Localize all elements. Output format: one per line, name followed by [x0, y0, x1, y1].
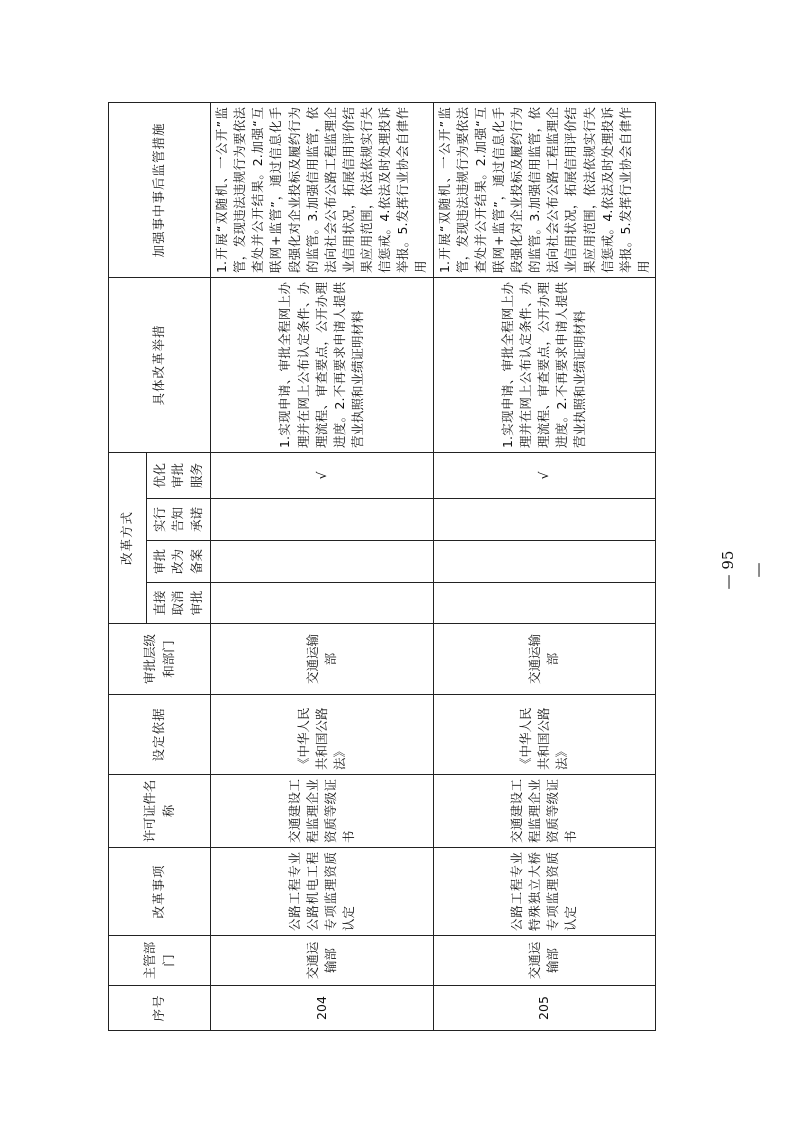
cell-mode-commit — [433, 499, 656, 541]
header-mode-commit: 实行告知承诺 — [147, 499, 211, 541]
header-item: 改革事项 — [109, 848, 211, 936]
cell-mode-filing — [433, 541, 656, 583]
cell-dept: 交通运输部 — [211, 936, 434, 986]
checkmark-icon: √ — [211, 452, 434, 498]
checkmark-icon: √ — [433, 452, 656, 498]
header-mode-optimize: 优化审批服务 — [147, 452, 211, 498]
table-row — [211, 102, 434, 1030]
cell-basis: 《中华人民共和国公路法》 — [433, 695, 656, 775]
cell-item: 公路工程专业公路机电工程专项监理资质认定 — [211, 848, 434, 936]
cell-measures: 1.实现申请、审批全程网上办理并在网上公布认定条件、办理流程、审查要点，公开办理进度。2.不再要求申请人提供营业执照和业绩证明材料 — [433, 277, 656, 452]
cell-supervision: 1.开展“双随机、一公开”监管，发现违法违规行为要依法查处并公开结果。2.加强“互联网+监管”，通过信息化手段强化对企业投标及履约行为的监管。3.加强信用监管，依法向社会公布公路工程监理企业信用状况，拓展信用评价结果应用范围，依法依规实行失信惩戒。4.依法及时处理投诉举报。5.发挥行业协会自律作用 — [211, 102, 434, 277]
header-mode-group: 改革方式 — [109, 452, 147, 623]
header-mode-filing: 审批改为备案 — [147, 541, 211, 583]
cell-measures: 1.实现申请、审批全程网上办理并在网上公布认定条件、办理流程、审查要点，公开办理进度。2.不再要求申请人提供营业执照和业绩证明材料 — [211, 277, 434, 452]
header-supervision: 加强事中事后监管措施 — [109, 102, 211, 277]
header-mode-cancel: 直接取消审批 — [147, 583, 211, 624]
header-row-1 — [109, 102, 147, 1030]
cell-mode-cancel — [211, 583, 434, 624]
cell-level: 交通运输部 — [211, 624, 434, 695]
cell-basis: 《中华人民共和国公路法》 — [211, 695, 434, 775]
cell-level: 交通运输部 — [433, 624, 656, 695]
header-basis: 设定依据 — [109, 695, 211, 775]
cell-cert: 交通建设工程监理企业资质等级证书 — [211, 775, 434, 848]
reform-table — [108, 102, 656, 1031]
cell-mode-cancel — [433, 583, 656, 624]
header-level: 审批层级和部门 — [109, 624, 211, 695]
page-number: — 95 — — [719, 550, 767, 590]
cell-cert: 交通建设工程监理企业资质等级证书 — [433, 775, 656, 848]
header-seq: 序号 — [109, 986, 211, 1031]
rotated-table-frame — [108, 103, 653, 1031]
header-dept: 主管部门 — [109, 936, 211, 986]
cell-seq: 204 — [211, 986, 434, 1031]
cell-mode-commit — [211, 499, 434, 541]
cell-item: 公路工程专业特殊独立大桥专项监理资质认定 — [433, 848, 656, 936]
cell-dept: 交通运输部 — [433, 936, 656, 986]
header-cert: 许可证件名称 — [109, 775, 211, 848]
header-measures: 具体改革举措 — [109, 277, 211, 452]
table-row — [433, 102, 656, 1030]
cell-seq: 205 — [433, 986, 656, 1031]
cell-mode-filing — [211, 541, 434, 583]
cell-supervision: 1.开展“双随机、一公开”监管，发现违法违规行为要依法查处并公开结果。2.加强“互联网+监管”，通过信息化手段强化对企业投标及履约行为的监管。3.加强信用监管，依法向社会公布公路工程监理企业信用状况，拓展信用评价结果应用范围，依法依规实行失信惩戒。4.依法及时处理投诉举报。5.发挥行业协会自律作用 — [433, 102, 656, 277]
